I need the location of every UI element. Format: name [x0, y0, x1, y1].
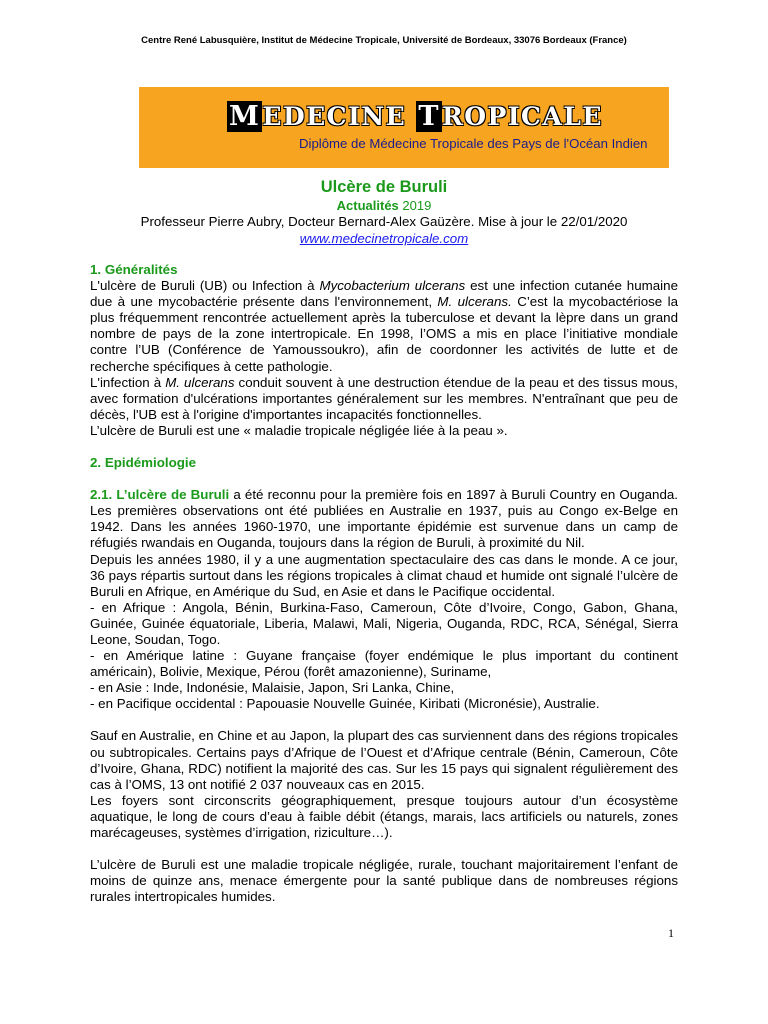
paragraph: L’ulcère de Buruli est une maladie tropicale négligée, rurale, touchant majoritairement l’enfant de moins de quinze ans, menace émergente pour la santé publique dans de nombreuses régions rurales intertropicales humides.: [90, 857, 678, 905]
section-heading: 1. Généralités: [90, 262, 178, 277]
banner-subtitle: Diplôme de Médecine Tropicale des Pays de l'Océan Indien: [299, 136, 648, 151]
paragraph: 2.1. L’ulcère de Buruli a été reconnu pour la première fois en 1897 à Buruli Country en Ouganda. Les premières observations ont été publiées en Australie en 1937, puis au Congo ex-Belge en 1942. Dans les années 1960-1970, une importante épidémie est survenue dans un camp de réfugiés rwandais en Ouganda, toujours dans la région de Buruli, à proximité du Nil.: [90, 487, 678, 551]
document-body: [90, 262, 678, 905]
list-item: - en Amérique latine : Guyane française (foyer endémique le plus important du continent américain), Bolivie, Mexique, Pérou (forêt amazonienne), Suriname,: [90, 648, 678, 680]
paragraph: Depuis les années 1980, il y a une augmentation spectaculaire des cas dans le monde. A ce jour, 36 pays répartis surtout dans les régions tropicales à climat chaud et humide ont signalé l’ulcère de Buruli en Afrique, en Amérique du Sud, en Asie et dans le Pacifique occidental.: [90, 551, 678, 599]
paragraph: L'ulcère de Buruli (UB) ou Infection à Mycobacterium ulcerans est une infection cutanée humaine due à une mycobactérie présente dans l'environnement, M. ulcerans. C’est la mycobactériose la plus fréquemment rencontrée actuellement après la tuberculose et devant la lèpre dans un grand nombre de pays de la zone intertropicale. En 1998, l’OMS a mis en place l’initiative mondiale contre l’UB (Conférence de Yamoussoukro), afin de coordonner les activités de lutte et de recherche spécifiques à cette pathologie.: [90, 278, 678, 374]
paragraph: L'infection à M. ulcerans conduit souvent à une destruction étendue de la peau et des tissus mous, avec formation d'ulcérations importantes généralement sur les membres. N'entraînant que peu de décès, l'UB est à l'origine d'importantes incapacités fonctionnelles.: [90, 374, 679, 422]
paragraph: L’ulcère de Buruli est une « maladie tropicale négligée liée à la peau ».: [90, 422, 508, 438]
institution-header: Centre René Labusquière, Institut de Médecine Tropicale, Université de Bordeaux, 33076 Bordeaux (France): [141, 35, 627, 46]
authors-line: Professeur Pierre Aubry, Docteur Bernard-Alex Gaüzère. Mise à jour le 22/01/2020: [140, 214, 628, 229]
list-item: - en Asie : Inde, Indonésie, Malaisie, Japon, Sri Lanka, Chine,: [90, 680, 455, 696]
medecine-tropicale-logo: MEDECINE TROPICALE: [229, 101, 603, 132]
list-item: - en Pacifique occidental : Papouasie Nouvelle Guinée, Kiribati (Micronésie), Australie.: [90, 696, 600, 712]
paragraph: Les foyers sont circonscrits géographiquement, presque toujours autour d’un écosystème aquatique, le long de cours d’eau à faible débit (étangs, marais, lacs artificiels ou naturels, zones marécageuses, systèmes d’irrigation, riziculture…).: [90, 792, 678, 840]
website-link[interactable]: www.medecinetropicale.com: [299, 231, 469, 246]
journal-banner: [139, 87, 669, 168]
list-item: - en Afrique : Angola, Bénin, Burkina-Faso, Cameroun, Côte d’Ivoire, Congo, Gabon, Ghana, Guinée, Guinée équatoriale, Liberia, Malawi, Mali, Nigeria, Ouganda, RDC, RCA, Sénégal, Sierra Leone, Soudan, Togo.: [90, 599, 678, 647]
update-line: Actualités 2019: [336, 198, 432, 213]
section-heading: 2. Epidémiologie: [90, 455, 197, 471]
document-title: Ulcère de Buruli: [320, 178, 448, 196]
page-number: 1: [668, 926, 674, 940]
paragraph: Sauf en Australie, en Chine et au Japon, la plupart des cas surviennent dans des régions tropicales ou subtropicales. Certains pays d’Afrique de l’Ouest et d’Afrique centrale (Bénin, Cameroun, Côte d’Ivoire, Ghana, RDC) notifient la majorité des cas. Sur les 15 pays qui signalent régulièrement des cas à l’OMS, 13 ont notifié 2 037 nouveaux cas en 2015.: [90, 728, 678, 792]
